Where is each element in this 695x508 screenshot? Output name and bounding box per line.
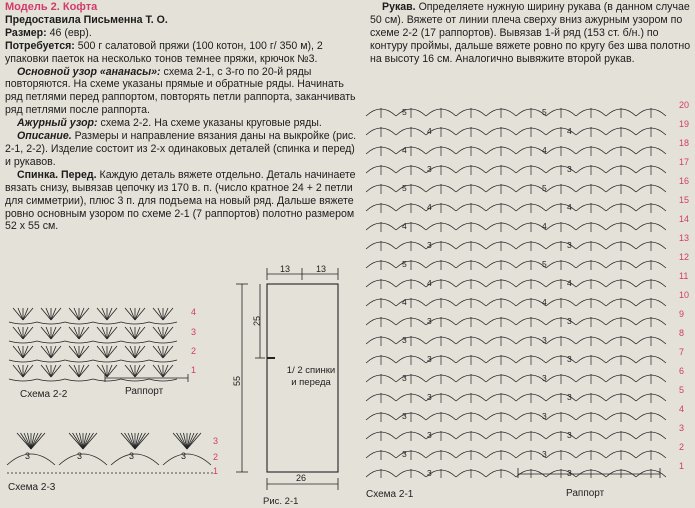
schema-2-1-fan-count: 5: [402, 259, 407, 269]
schema-2-1-fan-count: 5: [402, 107, 407, 117]
schema-2-1-fan-count: 4: [567, 202, 572, 212]
schema-2-2-row-number: 3: [191, 327, 197, 337]
schema-2-1-fan-count: 4: [542, 297, 547, 307]
schema-2-2-rapport-label: Раппорт: [125, 386, 164, 397]
schema-2-1-fan-count: 3: [542, 411, 547, 421]
description-paragraph: Описание. Размеры и направление вязания даны на выкройке (рис. 2-1, 2-2). Изделие состоит из 2-х одинаковых деталей (спинка и перед) и рукавов.: [5, 130, 357, 168]
schema-2-2-row-number: 4: [191, 307, 197, 317]
back-front-paragraph: Спинка. Перед. Каждую деталь вяжете отдельно. Деталь начинаете вязать снизу, вывязав цепочку из 170 в. п. (число кратное 24 + 2 петли для симметрии), плюс 3 п. для подъема на новый ряд. Дальше вяжете ровно основным узором по схеме 2-1 (7 раппортов) полотно размером 52 х 55 см.: [5, 168, 356, 233]
schema-2-1-fan-count: 4: [542, 221, 547, 231]
schema-2-1-fan-count: 4: [427, 202, 432, 212]
schema-2-1-fan-count: 4: [402, 297, 407, 307]
schema-2-1-fan-count: 3: [567, 468, 572, 478]
schema-2-1-row-number: 16: [679, 176, 690, 186]
figure-2-1-label: 1/ 2 спинки и переда: [286, 365, 336, 388]
schema-2-3-stitch-count: 3: [129, 451, 135, 461]
schema-2-3-row-number: 1: [213, 466, 219, 476]
schema-2-1-fan-count: 3: [427, 164, 432, 174]
schema-2-1-fan-count: 3: [542, 449, 547, 459]
figure-2-1-caption: Рис. 2-1: [263, 496, 299, 507]
schema-2-1-fan-count: 4: [567, 126, 572, 136]
schema-2-1-fan-count: 3: [567, 164, 572, 174]
schema-2-1-row-number: 8: [679, 328, 685, 338]
dim-armhole: 25: [252, 315, 262, 326]
schema-2-1-fan-count: 4: [402, 145, 407, 155]
schema-2-1-row-number: 20: [679, 100, 690, 110]
schema-2-1-fan-count: 5: [542, 183, 547, 193]
schema-2-1-fan-count: 3: [567, 316, 572, 326]
schema-2-1-row-number: 14: [679, 214, 690, 224]
schema-2-3-row-number: 2: [213, 452, 219, 462]
schema-2-1-row-number: 3: [679, 423, 685, 433]
schema-2-3-diagram: [5, 425, 215, 480]
schema-2-1-row-number: 1: [679, 461, 685, 471]
schema-2-2-caption: Схема 2-2: [20, 389, 68, 400]
schema-2-1-caption: Схема 2-1: [366, 489, 414, 500]
schema-2-1-fan-count: 3: [542, 335, 547, 345]
schema-2-1-fan-count: 4: [402, 221, 407, 231]
schema-2-1-fan-count: 3: [427, 430, 432, 440]
schema-2-1-row-number: 7: [679, 347, 685, 357]
schema-2-1-fan-count: 3: [427, 316, 432, 326]
schema-2-1-diagram: [362, 94, 678, 478]
schema-2-3-stitch-count: 3: [181, 451, 187, 461]
schema-2-1-fan-count: 5: [402, 183, 407, 193]
schema-2-1-fan-count: 3: [402, 373, 407, 383]
schema-2-1-fan-count: 3: [567, 240, 572, 250]
schema-2-1-row-number: 10: [679, 290, 690, 300]
openwork-paragraph: Ажурный узор: схема 2-2. На схеме указаны круговые ряды.: [17, 117, 322, 130]
sleeve-paragraph: Рукав. Определяете нужную ширину рукава (в данном случае 50 см). Вяжете от линии плеча сверху вниз ажурным узором по схеме 2-2 (17 раппортов). Вывязав 1-й ряд (153 ст. б/н.) по контуру проймы, дальше вяжете ровно по кругу без шва полотно на высоту 16 см. Аналогично вывяжите второй рукав.: [370, 1, 691, 65]
schema-2-3-stitch-count: 3: [25, 451, 31, 461]
schema-2-3-caption: Схема 2-3: [8, 482, 56, 493]
size-paragraph: Размер: 46 (евр).: [5, 26, 92, 39]
dim-top-left: 13: [280, 264, 291, 274]
schema-2-2-diagram: [5, 300, 210, 400]
main-pattern-paragraph: Основной узор «ананасы»: схема 2-1, с 3-го по 20-й ряды повторяются. На схеме указаны прямые и обратные ряды. Начинать ряд петлями перед раппортом, повторять петли раппорта, заканчивать ряд петлями после раппорта.: [5, 65, 356, 117]
dim-height: 55: [232, 375, 242, 386]
schema-2-2-row-number: 2: [191, 346, 197, 356]
schema-2-2-row-number: 1: [191, 365, 197, 375]
schema-2-1-row-number: 5: [679, 385, 685, 395]
schema-2-1-row-number: 2: [679, 442, 685, 452]
schema-2-1-row-number: 9: [679, 309, 685, 319]
author-line: Предоставила Письменна Т. О.: [5, 13, 168, 26]
dim-top-right: 13: [316, 264, 327, 274]
schema-2-1-fan-count: 5: [542, 259, 547, 269]
schema-2-1-fan-count: 3: [427, 392, 432, 402]
schema-2-1-fan-count: 3: [427, 354, 432, 364]
schema-2-1-row-number: 6: [679, 366, 685, 376]
schema-2-1-row-number: 19: [679, 119, 690, 129]
schema-2-1-fan-count: 4: [427, 278, 432, 288]
schema-2-1-row-number: 12: [679, 252, 690, 262]
model-title: Модель 2. Кофта: [5, 1, 98, 13]
schema-2-1-fan-count: 4: [542, 145, 547, 155]
schema-2-1-row-number: 15: [679, 195, 690, 205]
schema-2-1-fan-count: 4: [427, 126, 432, 136]
schema-2-1-row-number: 11: [679, 271, 689, 281]
right-text-column: [370, 1, 692, 66]
schema-2-1-fan-count: 5: [542, 107, 547, 117]
schema-2-1-fan-count: 4: [567, 278, 572, 288]
schema-2-1-fan-count: 3: [427, 468, 432, 478]
schema-2-1-fan-count: 3: [402, 411, 407, 421]
schema-2-3-row-number: 3: [213, 436, 219, 446]
schema-2-1-fan-count: 3: [402, 335, 407, 345]
schema-2-1-fan-count: 3: [542, 373, 547, 383]
schema-2-1-row-number: 4: [679, 404, 685, 414]
schema-2-1-row-number: 13: [679, 233, 690, 243]
schema-2-1-fan-count: 3: [402, 449, 407, 459]
materials-paragraph: Потребуется: 500 г салатовой пряжи (100 котон, 100 г/ 350 м), 2 упаковки паеток на несколько тонов темнее пряжи, крючок №3.: [5, 39, 323, 65]
dim-bottom: 26: [296, 473, 307, 483]
schema-2-1-row-number: 17: [679, 157, 690, 167]
schema-2-1-fan-count: 3: [567, 354, 572, 364]
left-text-column: [5, 1, 357, 233]
schema-2-1-fan-count: 3: [567, 430, 572, 440]
schema-2-1-fan-count: 3: [427, 240, 432, 250]
schema-2-1-row-number: 18: [679, 138, 690, 148]
schema-2-1-rapport-label: Раппорт: [566, 488, 605, 499]
schema-2-3-stitch-count: 3: [77, 451, 83, 461]
schema-2-1-fan-count: 3: [567, 392, 572, 402]
